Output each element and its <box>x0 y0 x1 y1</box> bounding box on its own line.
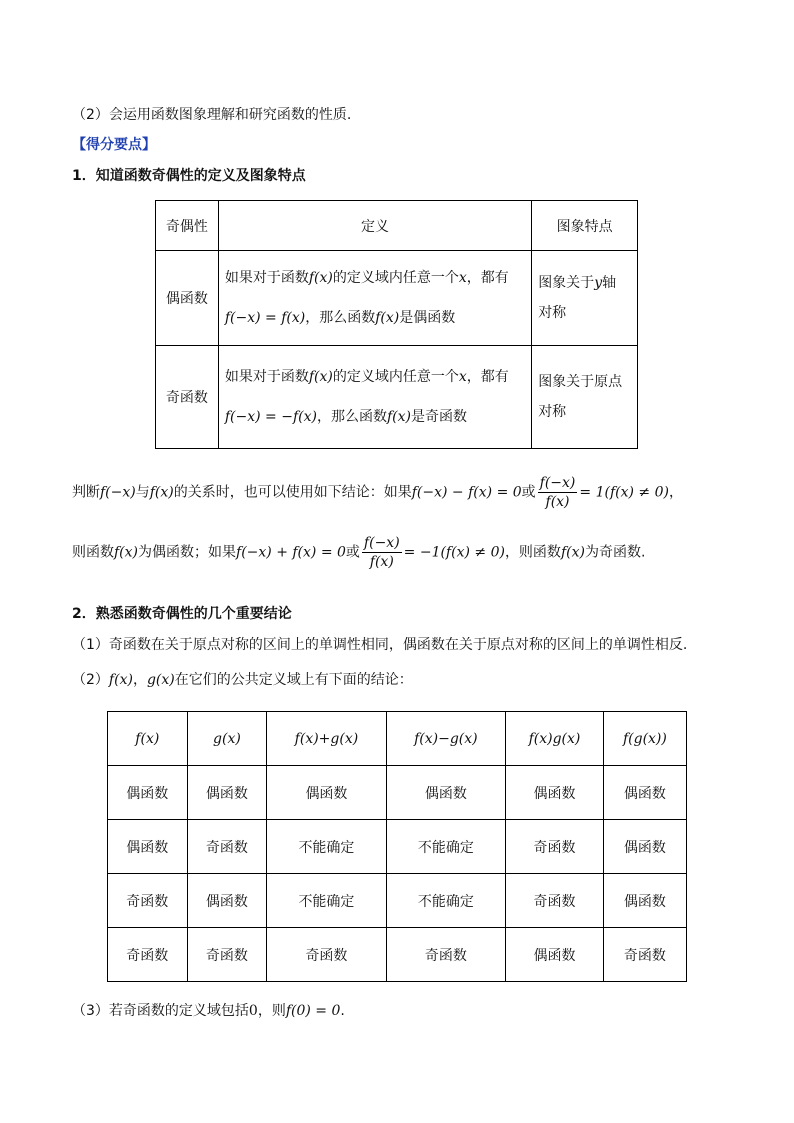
header-cell: g(x) <box>187 712 267 766</box>
header-definition: 定义 <box>218 201 531 251</box>
table-cell: 不能确定 <box>267 874 386 928</box>
header-cell: f(g(x)) <box>603 712 686 766</box>
table-row <box>108 820 687 874</box>
table-cell: 偶函数 <box>506 928 604 982</box>
table-row <box>108 928 687 982</box>
table-cell: 偶函数 <box>603 874 686 928</box>
key-points-label: 【得分要点】 <box>72 137 156 153</box>
header-cell: f(x)−g(x) <box>386 712 505 766</box>
table-cell: 不能确定 <box>386 820 505 874</box>
header-cell: f(x)g(x) <box>506 712 604 766</box>
table-row-odd <box>156 346 638 449</box>
table-cell: 奇函数 <box>267 928 386 982</box>
table-cell: 奇函数 <box>108 928 188 982</box>
table-cell: 偶函数 <box>386 766 505 820</box>
graph-feature-cell: 图象关于y轴 对称 <box>532 251 638 346</box>
table-cell: 偶函数 <box>506 766 604 820</box>
table-cell: 奇函数 <box>506 874 604 928</box>
parity-definition-table <box>155 200 638 449</box>
table-cell: 偶函数 <box>187 874 267 928</box>
ratio-fraction: $\frac{f(-x)}{f(x)}$ <box>539 475 576 510</box>
definition-cell: 如果对于函数f(x)的定义域内任意一个x，都有 f(−x) = −f(x)，那么函数f(x)是奇函数 <box>218 346 531 449</box>
table-cell: 奇函数 <box>386 928 505 982</box>
conclusion-3: （3）若奇函数的定义域包括0，则f(0) = 0. <box>72 1003 345 1019</box>
definition-cell: 如果对于函数f(x)的定义域内任意一个x，都有 f(−x) = f(x)，那么函数f(x)是偶函数 <box>218 251 531 346</box>
table-cell: 偶函数 <box>267 766 386 820</box>
table-cell: 偶函数 <box>603 766 686 820</box>
table-cell: 偶函数 <box>108 820 188 874</box>
conclusion-1: （1）奇函数在关于原点对称的区间上的单调性相同，偶函数在关于原点对称的区间上的单调性相反. <box>72 637 688 653</box>
table-header-row <box>156 201 638 251</box>
intro-text: （2）会运用函数图象理解和研究函数的性质. <box>72 107 352 123</box>
table-cell: 奇函数 <box>187 820 267 874</box>
table-cell: 不能确定 <box>267 820 386 874</box>
table-cell: 不能确定 <box>386 874 505 928</box>
section2-title: 2．熟悉函数奇偶性的几个重要结论 <box>72 606 292 622</box>
conclusion-2: （2）f(x)，g(x)在它们的公共定义域上有下面的结论： <box>72 672 413 688</box>
table-row-even <box>156 251 638 346</box>
table-cell: 奇函数 <box>187 928 267 982</box>
header-cell: f(x)+g(x) <box>267 712 386 766</box>
table-cell: 奇函数 <box>108 874 188 928</box>
section1-title: 1．知道函数奇偶性的定义及图象特点 <box>72 168 306 184</box>
ratio-fraction: $\frac{f(-x)}{f(x)}$ <box>363 535 400 570</box>
header-parity: 奇偶性 <box>156 201 219 251</box>
table-cell: 奇函数 <box>603 928 686 982</box>
table-cell: 偶函数 <box>603 820 686 874</box>
judge-line-1: 判断f(−x)与f(x)的关系时，也可以使用如下结论：如果f(−x) − f(x) = 0或 $\frac{f(-x)}{f(x)}$ = 1(f(x) ≠ 0)， <box>72 475 683 510</box>
row-name: 偶函数 <box>156 251 219 346</box>
judge-line-2: 则函数f(x)为偶函数；如果f(−x) + f(x) = 0或 $\frac{f(-x)}{f(x)}$ = −1(f(x) ≠ 0)，则函数f(x)为奇函数. <box>72 535 646 570</box>
table-cell: 偶函数 <box>108 766 188 820</box>
table-header-row <box>108 712 687 766</box>
table-row <box>108 874 687 928</box>
parity-conclusion-table <box>107 711 687 982</box>
table-cell: 偶函数 <box>187 766 267 820</box>
table-cell: 奇函数 <box>506 820 604 874</box>
graph-feature-cell: 图象关于原点 对称 <box>532 346 638 449</box>
header-graph-feature: 图象特点 <box>532 201 638 251</box>
table-row <box>108 766 687 820</box>
row-name: 奇函数 <box>156 346 219 449</box>
header-cell: f(x) <box>108 712 188 766</box>
